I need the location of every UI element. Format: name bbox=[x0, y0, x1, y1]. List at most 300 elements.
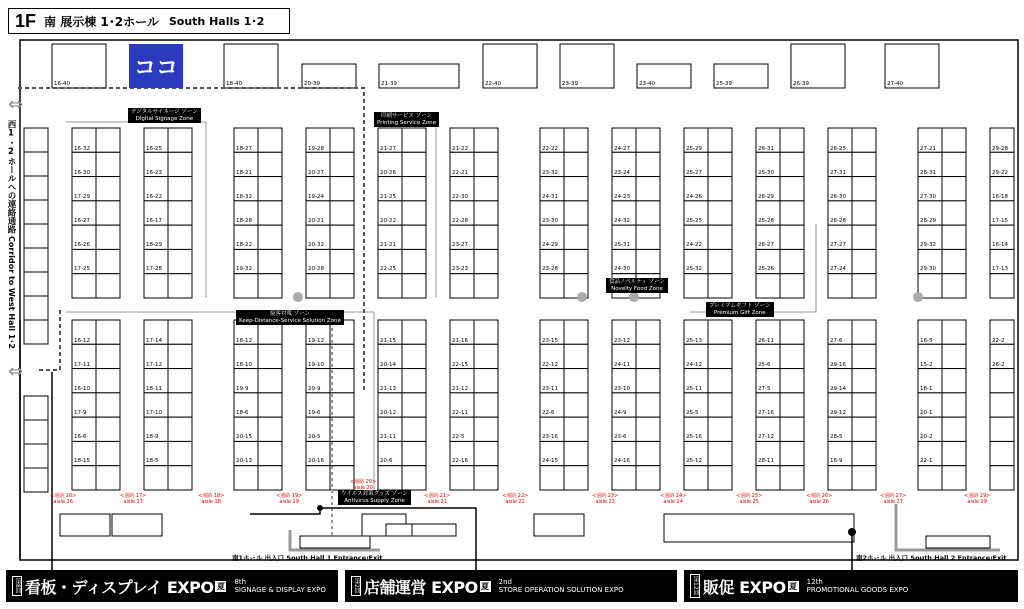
booth[interactable] bbox=[636, 344, 660, 368]
booth[interactable] bbox=[474, 274, 498, 298]
booth-number: 16-22 bbox=[146, 194, 162, 200]
booth-number: 19-28 bbox=[308, 146, 324, 152]
booth[interactable] bbox=[402, 201, 426, 225]
booth-number: 25-13 bbox=[686, 338, 702, 344]
booth-number: 20-14 bbox=[380, 362, 396, 368]
booth-number: 20-6 bbox=[380, 458, 393, 464]
booth-number: 24-22 bbox=[686, 242, 702, 248]
booth-number: 16-27 bbox=[74, 218, 90, 224]
booth-number: 25-11 bbox=[686, 386, 702, 392]
zone-label[interactable]: デジタルサイネージ ゾーン Digital Signage Zone bbox=[128, 108, 201, 123]
booth-number: 18-29 bbox=[146, 242, 162, 248]
double-arrow-icon: ⇔ bbox=[8, 94, 24, 115]
booth-number: 21-16 bbox=[452, 338, 468, 344]
booth[interactable] bbox=[258, 128, 282, 152]
booth[interactable] bbox=[942, 344, 966, 368]
booth[interactable] bbox=[402, 152, 426, 176]
booth[interactable] bbox=[885, 44, 939, 88]
svg-text:22-40: 22-40 bbox=[485, 81, 501, 87]
booth[interactable] bbox=[24, 272, 48, 296]
booth[interactable] bbox=[684, 274, 708, 298]
booth[interactable] bbox=[96, 274, 120, 298]
expo-promotional-goods[interactable] bbox=[684, 570, 1018, 602]
booth-number: 21-11 bbox=[380, 434, 396, 440]
booth-number: 16-30 bbox=[74, 170, 90, 176]
booth-number: 23-15 bbox=[542, 338, 558, 344]
booth[interactable] bbox=[708, 152, 732, 176]
booth[interactable] bbox=[60, 514, 110, 536]
booth-number: 20-2 bbox=[920, 434, 933, 440]
booth[interactable] bbox=[24, 128, 48, 152]
booth-number: 24-12 bbox=[686, 362, 702, 368]
expo-name-en: 12th PROMOTIONAL GOODS EXPO bbox=[806, 578, 909, 594]
expo-ordinal: 第2回 bbox=[353, 578, 360, 594]
booth[interactable] bbox=[852, 441, 876, 465]
booth[interactable] bbox=[96, 152, 120, 176]
booth[interactable] bbox=[780, 128, 804, 152]
booth[interactable] bbox=[258, 177, 282, 201]
booth[interactable] bbox=[852, 201, 876, 225]
booth[interactable] bbox=[828, 274, 852, 298]
booth-number: 24-9 bbox=[614, 410, 627, 416]
booth[interactable] bbox=[168, 369, 192, 393]
booth[interactable] bbox=[708, 393, 732, 417]
booth[interactable] bbox=[564, 201, 588, 225]
booth[interactable] bbox=[330, 128, 354, 152]
booth[interactable] bbox=[564, 128, 588, 152]
booth[interactable] bbox=[708, 466, 732, 490]
booth[interactable] bbox=[96, 466, 120, 490]
booth[interactable] bbox=[852, 177, 876, 201]
booth[interactable] bbox=[942, 417, 966, 441]
booth[interactable] bbox=[378, 274, 402, 298]
booth[interactable] bbox=[852, 274, 876, 298]
booth[interactable] bbox=[756, 466, 780, 490]
booth-number: 24-11 bbox=[614, 362, 630, 368]
booth[interactable] bbox=[636, 201, 660, 225]
booth[interactable] bbox=[564, 417, 588, 441]
booth[interactable] bbox=[942, 320, 966, 344]
booth[interactable] bbox=[636, 152, 660, 176]
booth[interactable] bbox=[474, 393, 498, 417]
booth-number: 22-16 bbox=[452, 458, 468, 464]
booth[interactable] bbox=[72, 274, 96, 298]
booth[interactable] bbox=[780, 201, 804, 225]
booth-number: 17-9 bbox=[74, 410, 87, 416]
booth[interactable] bbox=[708, 441, 732, 465]
booth-number: 27-6 bbox=[830, 338, 843, 344]
expo-signage-display[interactable] bbox=[6, 570, 338, 602]
booth[interactable] bbox=[780, 225, 804, 249]
booth[interactable] bbox=[942, 201, 966, 225]
booth[interactable] bbox=[564, 320, 588, 344]
booth[interactable] bbox=[144, 274, 168, 298]
expo-ordinal: 第12回 bbox=[692, 576, 699, 596]
booth[interactable] bbox=[852, 225, 876, 249]
booth[interactable] bbox=[708, 369, 732, 393]
booth[interactable] bbox=[258, 274, 282, 298]
booth[interactable] bbox=[852, 320, 876, 344]
booth[interactable] bbox=[474, 441, 498, 465]
booth[interactable] bbox=[96, 225, 120, 249]
booth[interactable] bbox=[168, 344, 192, 368]
booth[interactable] bbox=[96, 128, 120, 152]
south-hall-1-entrance[interactable]: 南1ホール 出入口 South Hall 1 Entrance/Exit bbox=[232, 554, 383, 562]
booth[interactable] bbox=[258, 417, 282, 441]
booth[interactable] bbox=[474, 417, 498, 441]
booth-number: 22-30 bbox=[452, 194, 468, 200]
booth[interactable] bbox=[402, 249, 426, 273]
booth[interactable] bbox=[852, 152, 876, 176]
booth[interactable] bbox=[258, 344, 282, 368]
booth[interactable] bbox=[483, 44, 537, 88]
booth[interactable] bbox=[402, 369, 426, 393]
booth[interactable] bbox=[564, 177, 588, 201]
booth[interactable] bbox=[942, 177, 966, 201]
booth-number: 29-22 bbox=[992, 170, 1008, 176]
booth[interactable] bbox=[24, 396, 48, 420]
booth[interactable] bbox=[258, 466, 282, 490]
booth[interactable] bbox=[990, 369, 1014, 393]
booth-number: 24-31 bbox=[542, 194, 558, 200]
booth[interactable] bbox=[258, 441, 282, 465]
booth[interactable] bbox=[234, 466, 258, 490]
booth[interactable] bbox=[258, 152, 282, 176]
booth[interactable] bbox=[791, 44, 845, 88]
booth[interactable] bbox=[780, 249, 804, 273]
booth[interactable] bbox=[96, 441, 120, 465]
booth[interactable] bbox=[330, 274, 354, 298]
booth[interactable] bbox=[636, 466, 660, 490]
booth[interactable] bbox=[540, 274, 564, 298]
booth[interactable] bbox=[852, 417, 876, 441]
booth[interactable] bbox=[942, 249, 966, 273]
booth[interactable] bbox=[990, 393, 1014, 417]
booth[interactable] bbox=[402, 274, 426, 298]
booth-number: 18-5 bbox=[146, 458, 159, 464]
booth[interactable] bbox=[942, 466, 966, 490]
booth[interactable] bbox=[780, 393, 804, 417]
booth[interactable] bbox=[780, 417, 804, 441]
booth[interactable] bbox=[412, 524, 456, 536]
booth-number: 21-22 bbox=[452, 146, 468, 152]
booth[interactable] bbox=[402, 128, 426, 152]
booth-number: 17-25 bbox=[74, 266, 90, 272]
booth[interactable] bbox=[756, 274, 780, 298]
booth[interactable] bbox=[852, 128, 876, 152]
booth-number: 16-9 bbox=[830, 458, 843, 464]
booth-number: 21-27 bbox=[380, 146, 396, 152]
zone-label[interactable]: ウイルス対策グッズ ゾーン Antivirus Supply Zone bbox=[338, 490, 411, 505]
booth[interactable] bbox=[24, 200, 48, 224]
booth[interactable] bbox=[474, 201, 498, 225]
booth[interactable] bbox=[144, 466, 168, 490]
booth-number: 23-28 bbox=[542, 266, 558, 272]
booth[interactable] bbox=[852, 393, 876, 417]
booth[interactable] bbox=[24, 320, 48, 344]
booth[interactable] bbox=[636, 249, 660, 273]
booth[interactable] bbox=[168, 128, 192, 152]
booth[interactable] bbox=[540, 466, 564, 490]
expo-store-operation[interactable] bbox=[345, 570, 677, 602]
booth[interactable] bbox=[24, 248, 48, 272]
booth[interactable] bbox=[828, 466, 852, 490]
booth[interactable] bbox=[474, 369, 498, 393]
booth[interactable] bbox=[96, 201, 120, 225]
summer-badge: 夏 bbox=[481, 581, 490, 591]
booth-number: 20-28 bbox=[308, 266, 324, 272]
booth[interactable] bbox=[714, 64, 768, 88]
booth[interactable] bbox=[564, 466, 588, 490]
booth[interactable] bbox=[474, 466, 498, 490]
booth[interactable] bbox=[564, 441, 588, 465]
booth[interactable] bbox=[24, 296, 48, 320]
booth[interactable] bbox=[918, 466, 942, 490]
booth[interactable] bbox=[637, 64, 691, 88]
booth[interactable] bbox=[402, 417, 426, 441]
booth[interactable] bbox=[234, 274, 258, 298]
booth[interactable] bbox=[168, 393, 192, 417]
booth[interactable] bbox=[330, 441, 354, 465]
booth-number: 20-16 bbox=[308, 458, 324, 464]
booth[interactable] bbox=[708, 225, 732, 249]
booth[interactable] bbox=[942, 369, 966, 393]
booth[interactable] bbox=[636, 320, 660, 344]
booth[interactable] bbox=[96, 417, 120, 441]
booth[interactable] bbox=[402, 177, 426, 201]
booth[interactable] bbox=[96, 369, 120, 393]
booth[interactable] bbox=[474, 249, 498, 273]
booth-number: 25-32 bbox=[686, 266, 702, 272]
booth-number: 28-11 bbox=[758, 458, 774, 464]
booth[interactable] bbox=[564, 369, 588, 393]
booth[interactable] bbox=[330, 344, 354, 368]
booth[interactable] bbox=[168, 201, 192, 225]
booth-number: 18-12 bbox=[236, 338, 252, 344]
booth[interactable] bbox=[534, 514, 584, 536]
booth[interactable] bbox=[780, 320, 804, 344]
booth[interactable] bbox=[330, 201, 354, 225]
aisle-label: <通路 18> aisle 18 bbox=[198, 493, 225, 505]
booth[interactable] bbox=[24, 152, 48, 176]
booth[interactable] bbox=[708, 274, 732, 298]
booth[interactable] bbox=[96, 249, 120, 273]
corridor-label-en: Corridor to West Hall 1･2 bbox=[7, 236, 16, 349]
booth[interactable] bbox=[564, 152, 588, 176]
booth[interactable] bbox=[474, 225, 498, 249]
booth[interactable] bbox=[24, 224, 48, 248]
booth[interactable] bbox=[942, 225, 966, 249]
booth[interactable] bbox=[306, 466, 330, 490]
aisle-label: <通路 29> aisle 29 bbox=[964, 493, 991, 505]
booth[interactable] bbox=[330, 249, 354, 273]
zone-label[interactable]: 食品ノベルティ ゾーン Novelty Food Zone bbox=[606, 278, 668, 293]
booth[interactable] bbox=[168, 466, 192, 490]
booth[interactable] bbox=[330, 369, 354, 393]
booth[interactable] bbox=[612, 466, 636, 490]
booth[interactable] bbox=[564, 344, 588, 368]
booth[interactable] bbox=[564, 225, 588, 249]
booth-number: 27-24 bbox=[830, 266, 846, 272]
booth-number: 26-29 bbox=[758, 194, 774, 200]
booth[interactable] bbox=[780, 369, 804, 393]
booth[interactable] bbox=[780, 344, 804, 368]
booth[interactable] bbox=[708, 177, 732, 201]
booth-number: 19-24 bbox=[308, 194, 324, 200]
booth-number: 16-25 bbox=[146, 146, 162, 152]
booth[interactable] bbox=[990, 417, 1014, 441]
booth-number: 29-28 bbox=[992, 146, 1008, 152]
you-are-here-marker[interactable]: ココ bbox=[129, 44, 183, 88]
svg-text:23-39: 23-39 bbox=[562, 81, 578, 87]
pillar-icon bbox=[293, 292, 303, 302]
booth[interactable] bbox=[564, 393, 588, 417]
booth[interactable] bbox=[330, 177, 354, 201]
booth[interactable] bbox=[450, 274, 474, 298]
booth[interactable] bbox=[708, 249, 732, 273]
booth[interactable] bbox=[258, 201, 282, 225]
booth[interactable] bbox=[96, 320, 120, 344]
booth[interactable] bbox=[708, 417, 732, 441]
booth[interactable] bbox=[852, 466, 876, 490]
booth-number: 26-27 bbox=[758, 242, 774, 248]
booth[interactable] bbox=[942, 152, 966, 176]
booth[interactable] bbox=[636, 393, 660, 417]
booth[interactable] bbox=[474, 177, 498, 201]
booth-number: 27-31 bbox=[830, 170, 846, 176]
booth[interactable] bbox=[636, 369, 660, 393]
booth[interactable] bbox=[780, 152, 804, 176]
booth-number: 20-15 bbox=[236, 434, 252, 440]
booth-number: 21-25 bbox=[380, 194, 396, 200]
booth-number: 29-14 bbox=[830, 386, 846, 392]
booth[interactable] bbox=[852, 249, 876, 273]
booth[interactable] bbox=[708, 344, 732, 368]
booth-number: 16-12 bbox=[74, 338, 90, 344]
booth-number: 18-32 bbox=[236, 194, 252, 200]
booth-number: 22-6 bbox=[542, 410, 555, 416]
booth[interactable] bbox=[474, 128, 498, 152]
booth[interactable] bbox=[852, 344, 876, 368]
booth[interactable] bbox=[942, 128, 966, 152]
booth[interactable] bbox=[942, 441, 966, 465]
zone-label[interactable]: プレミアムギフト ゾーン Premium Gift Zone bbox=[706, 302, 774, 317]
booth[interactable] bbox=[72, 466, 96, 490]
booth[interactable] bbox=[258, 225, 282, 249]
booth[interactable] bbox=[990, 441, 1014, 465]
booth[interactable] bbox=[168, 177, 192, 201]
booth[interactable] bbox=[636, 177, 660, 201]
booth[interactable] bbox=[330, 152, 354, 176]
booth[interactable] bbox=[636, 441, 660, 465]
booth[interactable] bbox=[96, 393, 120, 417]
booth[interactable] bbox=[708, 128, 732, 152]
booth[interactable] bbox=[24, 176, 48, 200]
booth[interactable] bbox=[564, 249, 588, 273]
booth[interactable] bbox=[24, 468, 48, 492]
booth[interactable] bbox=[168, 441, 192, 465]
booth[interactable] bbox=[684, 466, 708, 490]
booth[interactable] bbox=[24, 444, 48, 468]
booth[interactable] bbox=[708, 201, 732, 225]
booth-number: 18-28 bbox=[236, 218, 252, 224]
booth[interactable] bbox=[378, 466, 402, 490]
booth[interactable] bbox=[636, 225, 660, 249]
booth-number: 24-32 bbox=[614, 218, 630, 224]
booth[interactable] bbox=[168, 320, 192, 344]
booth[interactable] bbox=[168, 417, 192, 441]
booth-number: 21-12 bbox=[452, 386, 468, 392]
booth[interactable] bbox=[402, 320, 426, 344]
booth[interactable] bbox=[708, 320, 732, 344]
booth[interactable] bbox=[474, 344, 498, 368]
booth[interactable] bbox=[224, 44, 278, 88]
booth[interactable] bbox=[52, 44, 106, 88]
zone-label[interactable]: 印刷サービス ゾーン Printing Service Zone bbox=[374, 112, 439, 127]
booth-number: 22-1 bbox=[920, 458, 933, 464]
booth[interactable] bbox=[402, 466, 426, 490]
booth[interactable] bbox=[258, 369, 282, 393]
booth-number: 25-12 bbox=[686, 458, 702, 464]
booth[interactable] bbox=[780, 466, 804, 490]
booth[interactable] bbox=[474, 152, 498, 176]
booth-number: 24-15 bbox=[542, 458, 558, 464]
booth[interactable] bbox=[330, 225, 354, 249]
svg-text:18-40: 18-40 bbox=[226, 81, 242, 87]
booth[interactable] bbox=[168, 274, 192, 298]
booth[interactable] bbox=[474, 320, 498, 344]
zone-label[interactable]: 接客対策 ゾーン Keep-Distance-Service Solution Zone bbox=[236, 310, 344, 325]
booth[interactable] bbox=[780, 441, 804, 465]
booth[interactable] bbox=[402, 344, 426, 368]
booth[interactable] bbox=[402, 441, 426, 465]
booth[interactable] bbox=[112, 514, 162, 536]
booth[interactable] bbox=[96, 344, 120, 368]
double-arrow-icon: ⇔ bbox=[8, 361, 24, 382]
booth[interactable] bbox=[990, 274, 1014, 298]
booth[interactable] bbox=[560, 44, 614, 88]
booth[interactable] bbox=[330, 417, 354, 441]
booth[interactable] bbox=[306, 274, 330, 298]
booth[interactable] bbox=[636, 128, 660, 152]
booth[interactable] bbox=[942, 393, 966, 417]
booth[interactable] bbox=[780, 274, 804, 298]
south-hall-2-entrance[interactable]: 南2ホール 出入口 South Hall 2 Entrance/Exit bbox=[856, 554, 1007, 562]
booth-number: 27-21 bbox=[920, 146, 936, 152]
booth[interactable] bbox=[402, 393, 426, 417]
booth[interactable] bbox=[168, 152, 192, 176]
booth[interactable] bbox=[664, 514, 854, 542]
booth[interactable] bbox=[379, 64, 459, 88]
booth[interactable] bbox=[24, 420, 48, 444]
booth[interactable] bbox=[258, 249, 282, 273]
booth-number: 17-28 bbox=[146, 266, 162, 272]
booth[interactable] bbox=[852, 369, 876, 393]
booth[interactable] bbox=[402, 225, 426, 249]
booth[interactable] bbox=[942, 274, 966, 298]
booth[interactable] bbox=[330, 393, 354, 417]
booth-number: 21-13 bbox=[380, 386, 396, 392]
booth[interactable] bbox=[780, 177, 804, 201]
booth[interactable] bbox=[258, 393, 282, 417]
booth[interactable] bbox=[636, 417, 660, 441]
booth[interactable] bbox=[168, 249, 192, 273]
booth[interactable] bbox=[450, 466, 474, 490]
booth[interactable] bbox=[96, 177, 120, 201]
booth[interactable] bbox=[302, 64, 356, 88]
booth[interactable] bbox=[990, 466, 1014, 490]
booth[interactable] bbox=[168, 225, 192, 249]
